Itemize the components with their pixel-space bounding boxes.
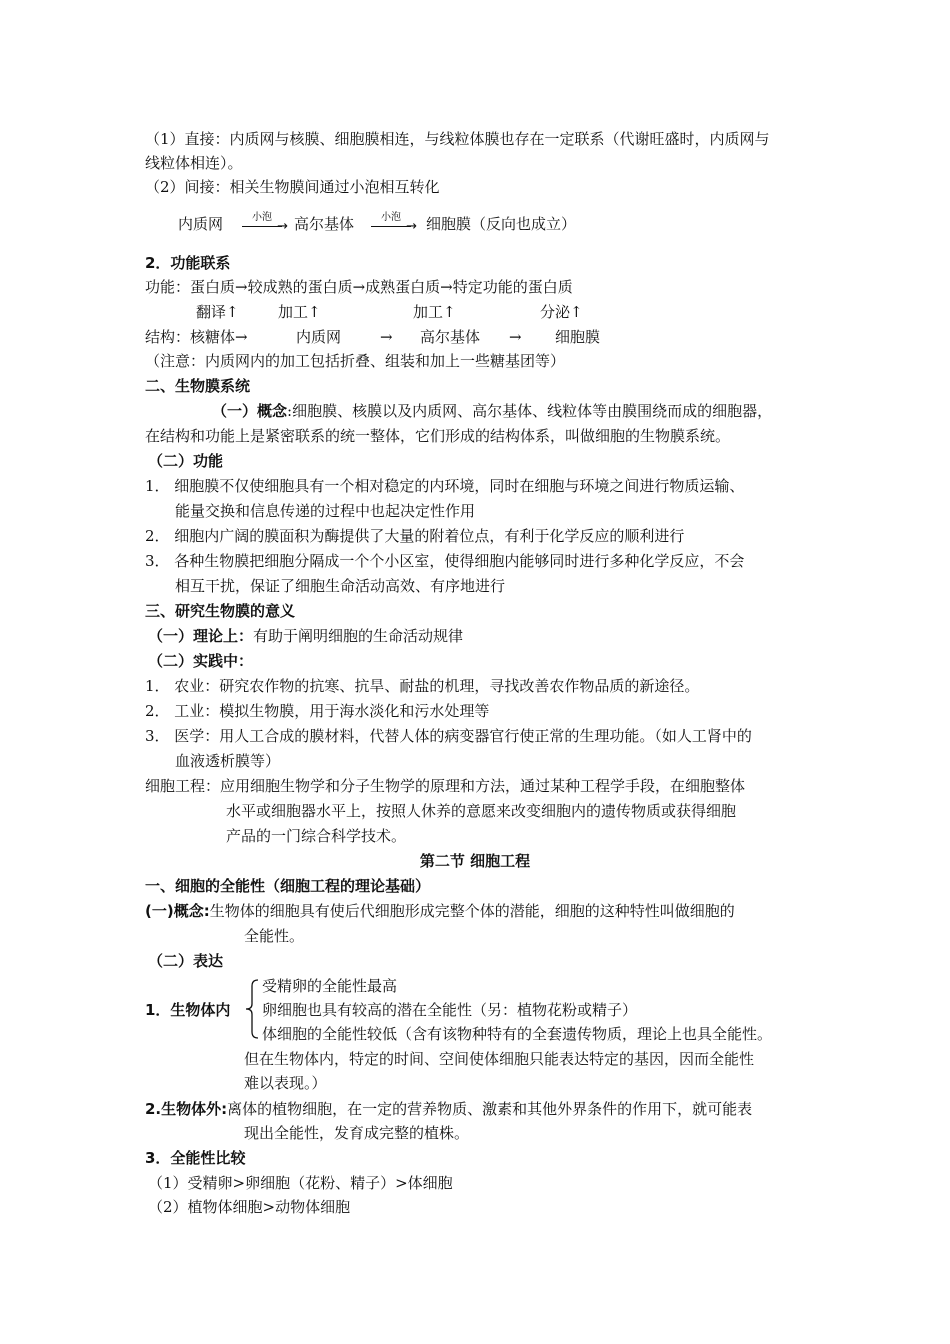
section-heading: 一、细胞的全能性（细胞工程的理论基础） [145, 877, 431, 895]
section-heading: 二、生物膜系统 [145, 377, 251, 395]
subsection-heading: （二）表达 [148, 952, 224, 970]
list-item: （2）植物体细胞>动物体细胞 [148, 1198, 351, 1216]
theory-body: 有助于阐明细胞的生命活动规律 [253, 627, 464, 645]
subsection-heading: （二）实践中： [148, 652, 254, 670]
text-line: 细胞工程：应用细胞生物学和分子生物学的原理和方法，通过某种工程学手段，在细胞整体 [145, 777, 746, 795]
subsection-heading: （二）功能 [148, 452, 224, 470]
text-line: 在结构和功能上是紧密联系的统一整体，它们形成的结构体系，叫做细胞的生物膜系统。 [145, 427, 731, 445]
list-item: （1）受精卵>卵细胞（花粉、精子）>体细胞 [148, 1174, 453, 1192]
section-heading: 三、研究生物膜的意义 [145, 602, 296, 620]
text-line: 受精卵的全能性最高 [262, 977, 398, 995]
text-line [212, 401, 772, 421]
list-heading: 2.生物体外: [145, 1100, 228, 1118]
text-line: 卵细胞也具有较高的潜在全能性（另：植物花粉或精子） [262, 1001, 638, 1019]
text-line [145, 901, 735, 921]
text-line: （2）间接：相关生物膜间通过小泡相互转化 [145, 178, 440, 196]
flow-node: 高尔基体 [294, 215, 355, 233]
text-line: 水平或细胞器水平上，按照人休养的意愿来改变细胞内的遗传物质或获得细胞 [226, 802, 737, 820]
brace-icon [244, 978, 260, 1040]
text-line: 全能性。 [244, 927, 305, 945]
arrow-icon: 小泡 → [242, 212, 288, 232]
list-item: 能量交换和信息传递的过程中也起决定性作用 [175, 502, 476, 520]
concept-body: 生物体的细胞具有使后代细胞形成完整个体的潜能，细胞的这种特性叫做细胞的 [209, 902, 735, 920]
list-item: 3． 医学：用人工合成的膜材料，代替人体的病变器官行使正常的生理功能。（如人工肾中的 [145, 727, 752, 745]
list-body: 离体的植物细胞，在一定的营养物质、激素和其他外界条件的作用下，就可能表 [227, 1100, 753, 1118]
list-item: 3． 各种生物膜把细胞分隔成一个个小区室，使得细胞内能够同时进行多种化学反应，不会 [145, 552, 745, 570]
concept-body: :细胞膜、核膜以及内质网、高尔基体、线粒体等由膜围绕而成的细胞器， [287, 402, 773, 420]
list-item: 血液透析膜等） [175, 752, 281, 770]
list-item: 相互干扰，保证了细胞生命活动高效、有序地进行 [175, 577, 506, 595]
text-line: 但在生物体内，特定的时间、空间使体细胞只能表达特定的基因，因而全能性 [244, 1050, 755, 1068]
list-item: 1． 农业：研究农作物的抗寒、抗旱、耐盐的机理，寻找改善农作物品质的新途径。 [145, 677, 700, 695]
text-line: 高尔基体 [420, 328, 481, 346]
text-line: 体细胞的全能性较低（含有该物种特有的全套遗传物质，理论上也具全能性。 [262, 1025, 773, 1043]
text-line: （注意：内质网内的加工包括折叠、组装和加上一些糖基团等） [145, 352, 566, 370]
process-label: 加工↑ [413, 303, 456, 321]
text-line: 内质网 [296, 328, 342, 346]
arrow-icon: 小泡 → [371, 212, 417, 232]
concept-heading: (一)概念: [145, 902, 210, 920]
list-item: 2． 细胞内广阔的膜面积为酶提供了大量的附着位点，有利于化学反应的顺利进行 [145, 527, 685, 545]
arrow-label: 小泡 [381, 212, 401, 223]
process-label: 翻译↑ [196, 303, 239, 321]
concept-heading: （一）概念 [212, 402, 288, 420]
arrow-label: 小泡 [252, 212, 272, 223]
section-heading: 2．功能联系 [145, 254, 231, 272]
process-label: 分泌↑ [540, 303, 583, 321]
text-line: 功能：蛋白质→较成熟的蛋白质→成熟蛋白质→特定功能的蛋白质 [145, 278, 573, 296]
theory-heading: （一）理论上： [148, 627, 254, 645]
list-item: 1． 细胞膜不仅使细胞具有一个相对稳定的内环境，同时在细胞与环境之间进行物质运输、 [145, 477, 745, 495]
text-line: 细胞膜 [555, 328, 601, 346]
section-heading: 3．全能性比较 [145, 1149, 246, 1167]
text-line: （1）直接：内质网与核膜、细胞膜相连，与线粒体膜也存在一定联系（代谢旺盛时，内质网与 [145, 130, 770, 148]
page-title: 第二节 细胞工程 [419, 852, 531, 870]
flow-node: 内质网 [178, 215, 224, 233]
text-line: 难以表现。） [244, 1074, 327, 1092]
text-line: → [509, 328, 522, 346]
text-line: 产品的一门综合科学技术。 [226, 827, 407, 845]
flow-node: 细胞膜（反向也成立） [426, 215, 577, 233]
text-line [148, 626, 463, 646]
text-line: 线粒体相连）。 [145, 154, 243, 172]
text-line: 现出全能性，发育成完整的植株。 [244, 1124, 470, 1142]
text-line: → [380, 328, 393, 346]
text-line: 结构：核糖体→ [145, 328, 248, 346]
process-label: 加工↑ [278, 303, 321, 321]
text-line [145, 1099, 752, 1119]
list-item: 2． 工业：模拟生物膜，用于海水淡化和污水处理等 [145, 702, 490, 720]
list-heading: 1．生物体内 [145, 1001, 231, 1019]
